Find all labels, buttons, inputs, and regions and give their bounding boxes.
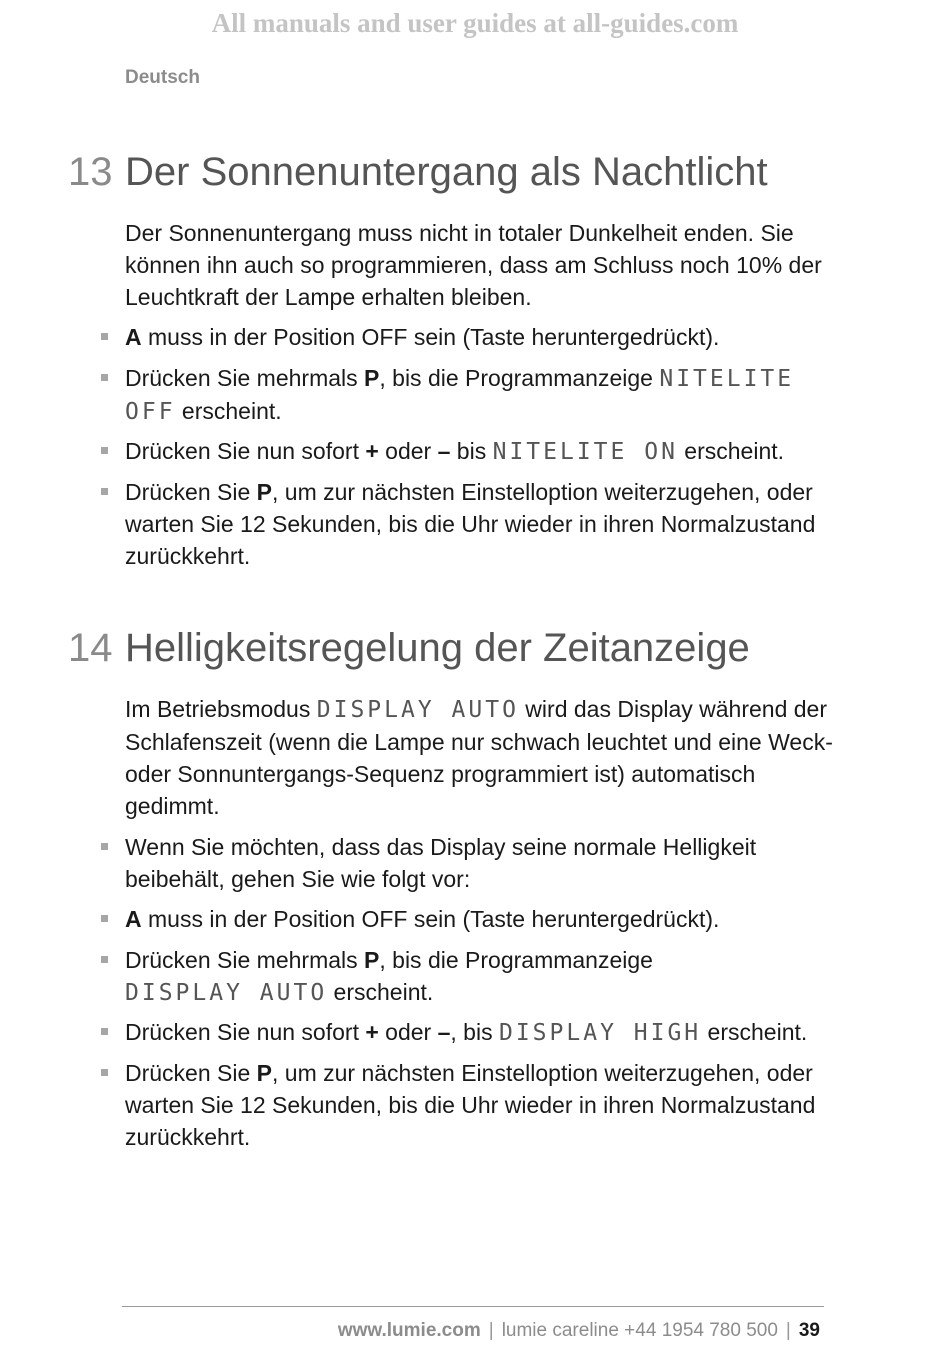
bullet-text: Wenn Sie möchten, dass das Display seine normale Helligkeit beibehält, gehen Sie wie folgt vor:: [125, 834, 757, 892]
bullet-text: , bis die Programmanzeige: [379, 365, 660, 391]
footer: [338, 1320, 820, 1342]
section-14-heading: [68, 626, 750, 671]
bullet-text: muss in der Position OFF sein (Taste heruntergedrückt).: [141, 906, 720, 932]
bullet-text: erscheint.: [327, 979, 434, 1005]
bullet-icon: [101, 374, 108, 381]
bullet-text: erscheint.: [677, 438, 785, 464]
bullet-text: erscheint.: [701, 1019, 808, 1045]
bullet-text: Drücken Sie nun sofort: [125, 438, 366, 464]
section-14-number: 14: [68, 626, 113, 670]
plus-symbol: +: [365, 438, 379, 464]
list-item: [125, 435, 850, 468]
footer-separator: |: [785, 1320, 791, 1341]
bullet-text: muss in der Position OFF sein (Taste heruntergedrückt).: [141, 324, 720, 350]
bullet-icon: [101, 915, 108, 922]
lcd-text: OFF: [125, 399, 176, 425]
section-13-number: 13: [68, 150, 113, 194]
page-number: 39: [798, 1320, 820, 1341]
key-p: P: [256, 479, 273, 505]
key-a: A: [125, 324, 142, 350]
bullet-icon: [101, 488, 108, 495]
footer-careline: lumie careline +44 1954 780 500: [501, 1320, 778, 1341]
lcd-text: DISPLAY AUTO: [316, 697, 519, 723]
list-item: [125, 1016, 850, 1049]
bullet-text: bis: [450, 438, 493, 464]
bullet-text: , bis die Programmanzeige: [379, 947, 653, 973]
section-13-heading: [68, 150, 768, 195]
section-14-intro: [125, 693, 845, 822]
bullet-icon: [101, 1069, 108, 1076]
lcd-text: NITELITE: [659, 366, 795, 392]
minus-symbol: –: [437, 1019, 451, 1045]
bullet-text: , bis: [450, 1019, 499, 1045]
minus-symbol: –: [437, 438, 451, 464]
language-label: Deutsch: [125, 67, 200, 88]
list-item: [125, 321, 850, 353]
list-item: [125, 903, 850, 935]
bullet-icon: [101, 1028, 108, 1035]
list-item: [125, 476, 850, 572]
section-13-title: Der Sonnenuntergang als Nachtlicht: [125, 150, 768, 194]
list-item: [125, 362, 850, 428]
bullet-icon: [101, 333, 108, 340]
lcd-text: NITELITE ON: [492, 439, 678, 465]
footer-url[interactable]: www.lumie.com: [337, 1320, 481, 1341]
bullet-text: Drücken Sie mehrmals: [125, 365, 365, 391]
bullet-text: Drücken Sie: [125, 479, 257, 505]
list-item: [125, 1057, 850, 1153]
bullet-text: Drücken Sie mehrmals: [125, 947, 365, 973]
bullet-text: erscheint.: [175, 398, 282, 424]
list-item: [125, 944, 850, 1009]
bullet-text: oder: [378, 438, 438, 464]
bullet-text: , um zur nächsten Einstelloption weiterzugehen, oder warten Sie 12 Sekunden, bis die Uhr wieder in ihren Normalzustand zurückkehrt.: [125, 1060, 816, 1150]
bullet-text: Drücken Sie: [125, 1060, 257, 1086]
bullet-text: Drücken Sie nun sofort: [125, 1019, 366, 1045]
intro-text: Im Betriebsmodus: [125, 696, 317, 722]
bullet-icon: [101, 843, 108, 850]
key-p: P: [364, 947, 380, 973]
plus-symbol: +: [365, 1019, 379, 1045]
intro-text: wird das Display während der Schlafenszeit (wenn die Lampe nur schwach leuchtet und eine Weck- oder Sonnuntergangs-Sequenz programmiert ist) automatisch gedimmt.: [125, 696, 833, 819]
footer-separator: |: [488, 1320, 494, 1341]
key-a: A: [125, 906, 142, 932]
section-14-title: Helligkeitsregelung der Zeitanzeige: [125, 626, 750, 670]
bullet-icon: [101, 956, 108, 963]
lcd-text: DISPLAY AUTO: [125, 980, 328, 1006]
watermark: All manuals and user guides at all-guides.com: [211, 8, 739, 38]
list-item: [125, 831, 850, 895]
key-p: P: [256, 1060, 273, 1086]
footer-divider: [122, 1306, 824, 1307]
bullet-icon: [101, 447, 108, 454]
bullet-text: oder: [378, 1019, 438, 1045]
lcd-text: DISPLAY HIGH: [498, 1020, 702, 1046]
key-p: P: [364, 365, 380, 391]
bullet-text: , um zur nächsten Einstelloption weiterzugehen, oder warten Sie 12 Sekunden, bis die Uhr wieder in ihren Normalzustand zurückkehrt.: [125, 479, 816, 569]
section-13-intro: Der Sonnenuntergang muss nicht in totaler Dunkelheit enden. Sie können ihn auch so programmieren, dass am Schluss noch 10% der Leuchtkraft der Lampe erhalten bleiben.: [125, 220, 822, 310]
